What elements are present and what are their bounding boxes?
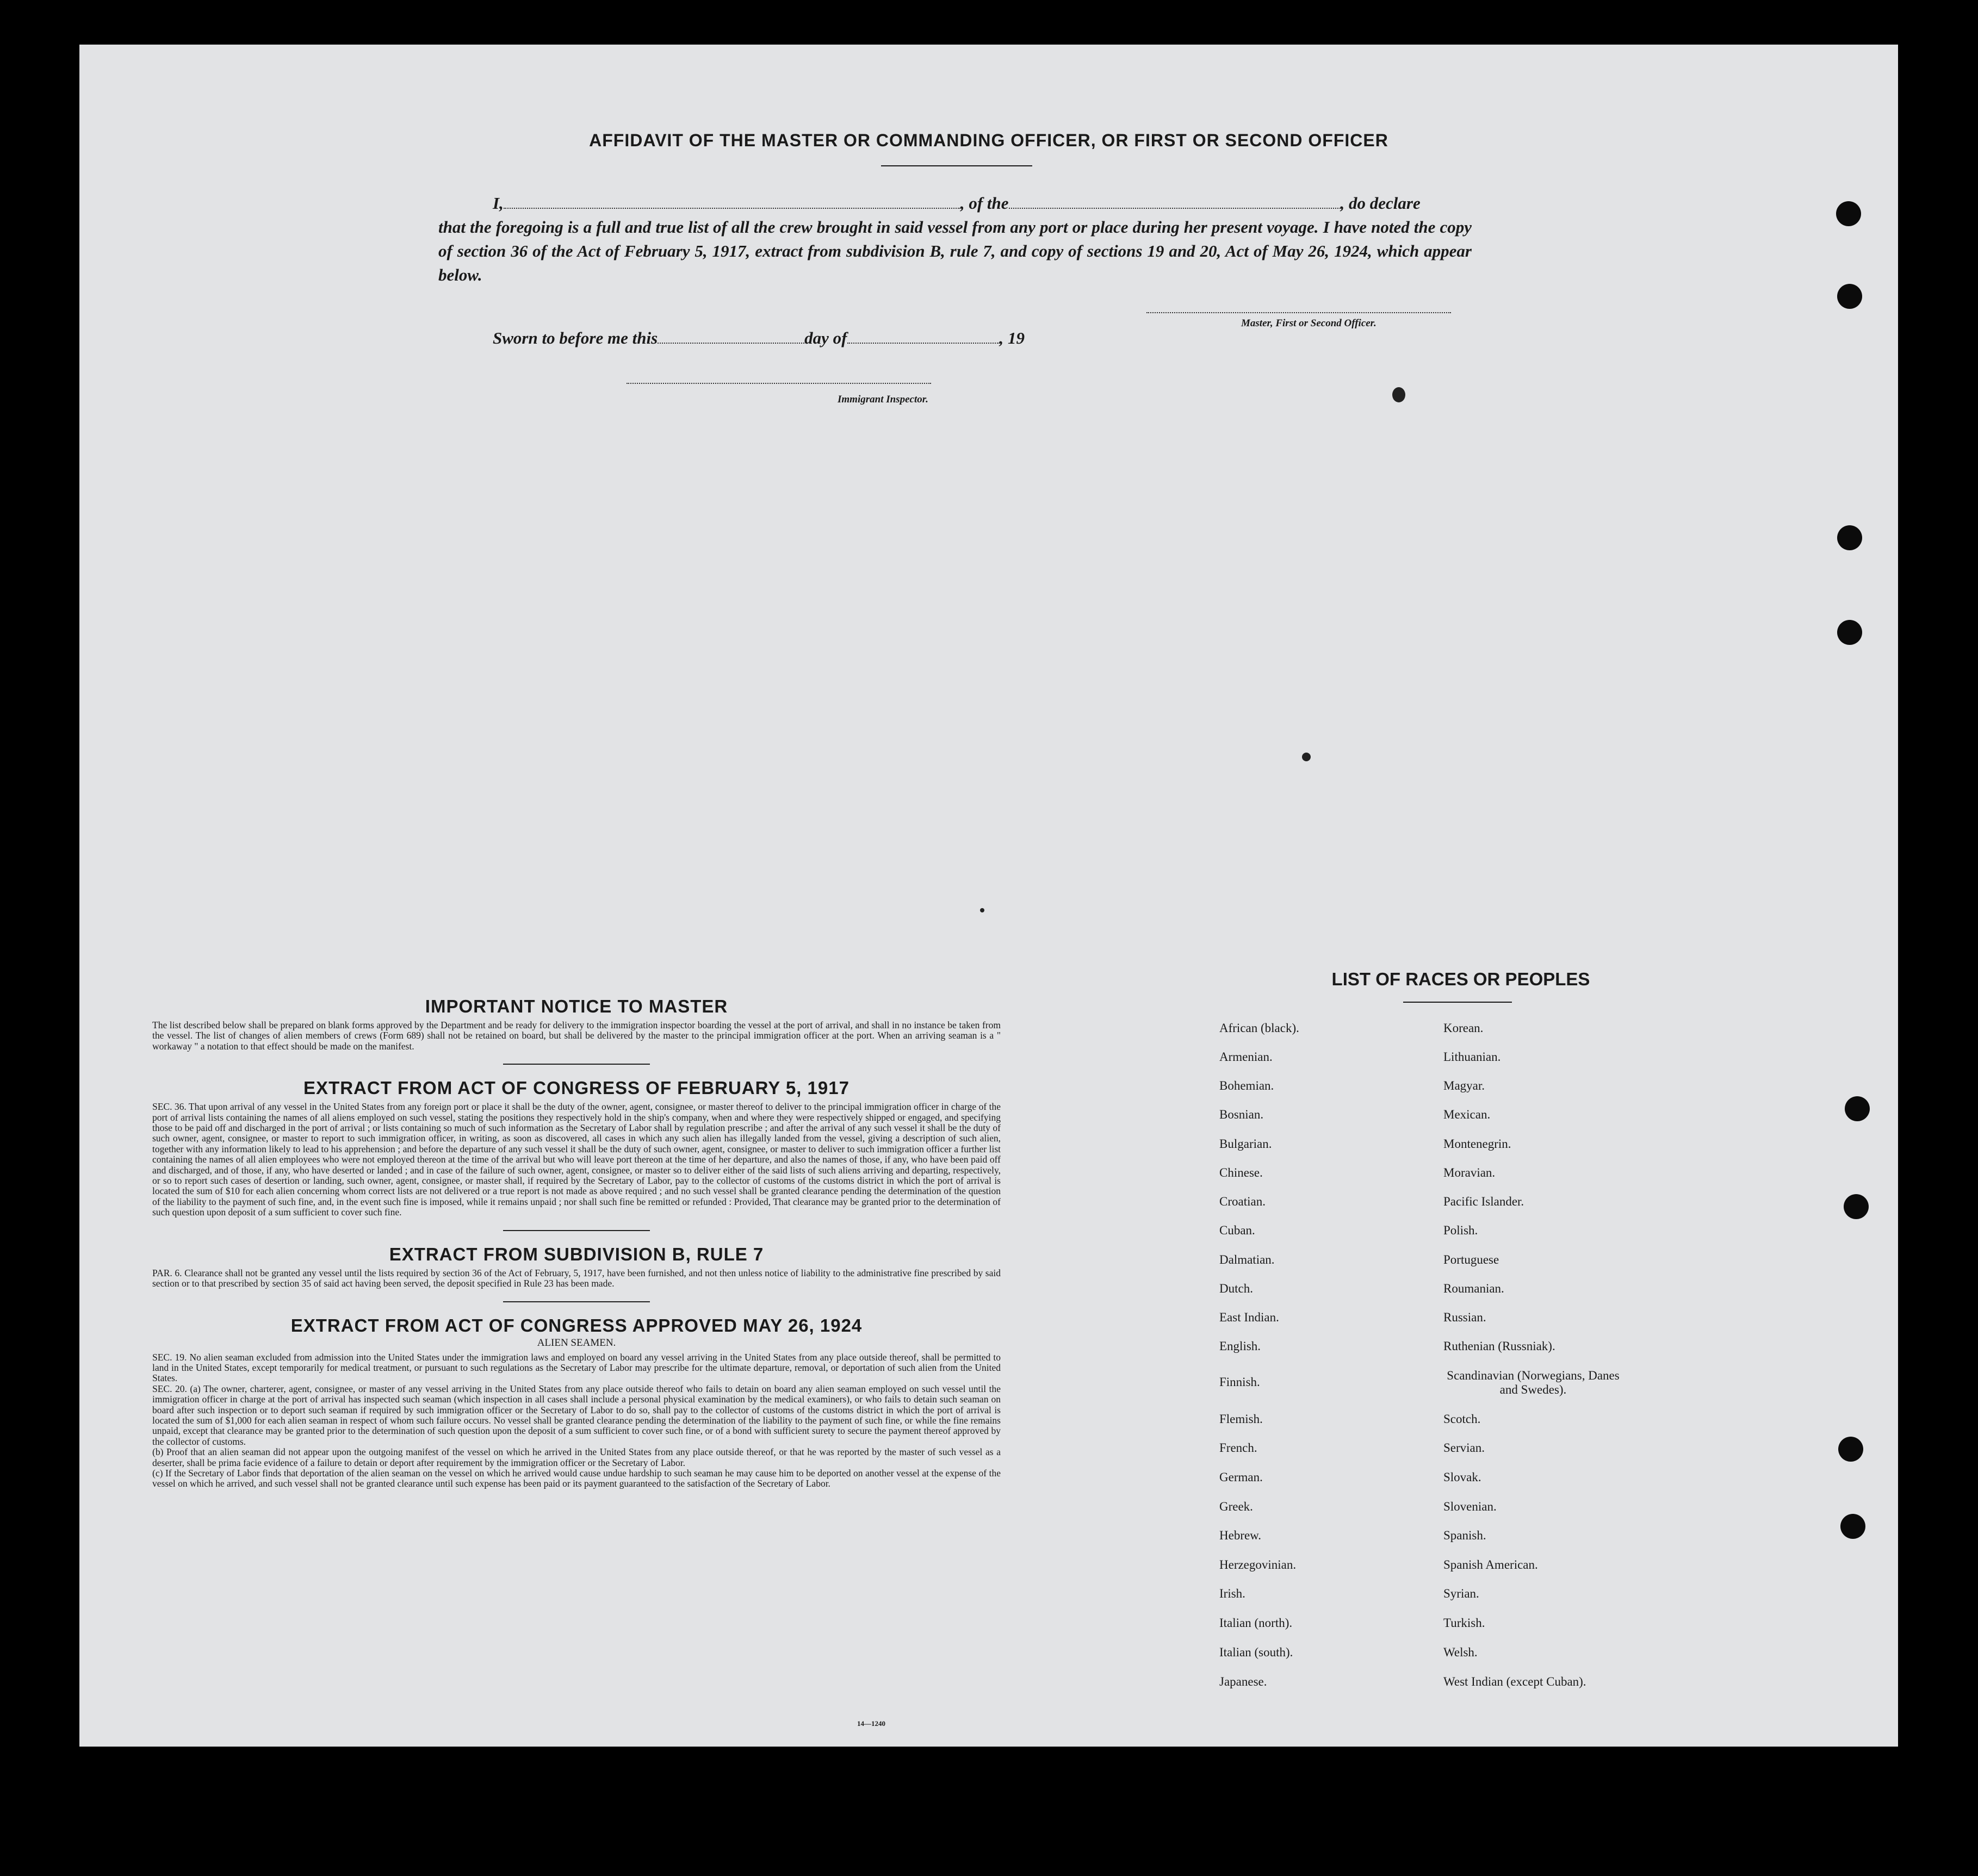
sec-20c-text: (c) If the Secretary of Labor finds that deportation of the alien seaman on the vessel on which he arrived would cause undue hardship to such seaman he may cause him to be deported on another vessel at the expense of the vessel on which he arrived, and such vessel shall not be granted clearance until such expense has been paid or its payment guaranteed to the satisfaction of the Secretary of Labor.	[152, 1467, 1001, 1489]
sworn-label: Sworn to before me this	[493, 328, 658, 347]
punch-hole	[1836, 201, 1861, 226]
race-entry: Bohemian.	[1219, 1079, 1274, 1092]
extract-1924-title: EXTRACT FROM ACT OF CONGRESS APPROVED MAY 26, 1924	[290, 1315, 863, 1335]
punch-hole	[1844, 1194, 1869, 1219]
punch-hole	[1837, 525, 1862, 550]
race-entry: Spanish American.	[1443, 1558, 1538, 1571]
sec-20a-text: SEC. 20. (a) The owner, charterer, agent, consignee, or master of any vessel arriving in the United States from any place outside thereof who fails to detain on board any alien seaman employed on such vessel until the immigration officer in charge at the port of arrival has inspected such seaman (which inspection in all cases shall include a personal physical examination by the medical examiners), or who fails to detain such seaman on board after such inspection or to deport such seaman if required by such immigration officer or the Secretary of Labor to do so, shall pay to the collector of customs of the customs district in which the port of arrival is located the sum of $1,000 for each alien seaman in respect of whom such failure occurs. No vessel shall be granted clearance pending the determination of the liability to the payment of such fine, or while the fine remains unpaid, except that clearance may be granted prior to the determination of such question upon the deposit of a sum sufficient to cover such fine, or of a bond with sufficient surety to secure the payment thereof approved by the collector of customs.	[152, 1383, 1001, 1447]
race-entry: Magyar.	[1443, 1079, 1485, 1092]
important-notice-text: The list described below shall be prepared on blank forms approved by the Department and be ready for delivery to the immigration inspector boarding the vessel at the port of arrival, and shall in no instance be taken from the vessel. The list of changes of alien members of crews (Form 689) shall not be retained on board, but shall be delivered by the master to the principal immigration officer at the port. When an arriving seaman is a " workaway " a notation to that effect should be made on the manifest.	[152, 1020, 1001, 1052]
do-declare-label: , do declare	[1340, 194, 1421, 213]
sec-19-text: SEC. 19. No alien seaman excluded from admission into the United States under the immigration laws and employed on board any vessel arriving in the United States from any place outside thereof, shall be permitted to land in the United States, except temporarily for medical treatment, or pursuant to such regulations as the Secretary of Labor may prescribe for the ultimate departure, removal, or deportation of such alien from the United States.	[152, 1351, 1001, 1384]
race-entry: Slovenian.	[1443, 1500, 1497, 1513]
race-entry: English.	[1219, 1339, 1261, 1353]
race-entry: Armenian.	[1219, 1050, 1273, 1064]
race-entry: Servian.	[1443, 1441, 1485, 1455]
race-entry: French.	[1219, 1441, 1257, 1455]
race-entry: Cuban.	[1219, 1223, 1255, 1237]
punch-hole	[1837, 284, 1862, 309]
race-entry: Hebrew.	[1219, 1529, 1262, 1542]
race-entry: Welsh.	[1443, 1645, 1478, 1659]
ink-blot	[1392, 387, 1405, 402]
punch-hole	[1845, 1096, 1870, 1121]
vessel-name-field[interactable]	[1009, 208, 1341, 209]
form-number: 14—1240	[857, 1719, 885, 1728]
extract-1917-title: EXTRACT FROM ACT OF CONGRESS OF FEBRUARY 5, 1917	[303, 1078, 850, 1098]
race-entry: West Indian (except Cuban).	[1443, 1675, 1586, 1688]
extract-1917-text: SEC. 36. That upon arrival of any vessel in the United States from any foreign port or place it shall be the duty of the owner, agent, consignee, or master thereof to deliver to the principal immigration officer in charge of the port of arrival lists containing the names of all aliens employed on such vessel, stating the positions they respectively hold in the ship's company, when and where they were respectively shipped or engaged, and specifying those to be paid off and discharged in the port of arrival ; or lists containing so much of such information as the Secretary of Labor shall by regulation prescribe ; and after the arrival of any such vessel it shall be the duty of such owner, agent, consignee, or master to report to such immigration officer, in writing, as soon as discovered, all cases in which any such alien has illegally landed from the vessel, giving a description of such alien, together with any information likely to lead to his apprehension ; and before the departure of any such vessel it shall be the duty of such owner, agent, consignee, or master to deliver to such immigration officer a further list containing the names of all alien employees who were not employed thereon at the time of the arrival but who will leave port thereon at the time of her departure, and also the names of those, if any, who have been paid off and discharged, and of those, if any, who have deserted or landed ; and in case of the failure of such owner, agent, consignee, or master so to deliver either of the said lists of such aliens arriving and departing, respectively, or so to report such cases of desertion or landing, such owner, agent, consignee, or master shall, if required by the Secretary of Labor, pay to the collector of customs of the customs district in which the port of arrival is located the sum of $10 for each alien concerning whom correct lists are not delivered or a true report is not made as above required ; and no such vessel shall be granted clearance pending the determination of the question of the liability to the payment of such fine, and, in the event such fine is imposed, while it remains unpaid ; nor shall such fine be remitted or refunded : Provided, That clearance may be granted prior to the determination of such question upon deposit of a sum sufficient to cover such fine.	[152, 1101, 1001, 1218]
race-entry: Turkish.	[1443, 1616, 1485, 1630]
ink-speck	[1302, 753, 1311, 761]
race-entry: Italian (north).	[1219, 1616, 1293, 1630]
race-entry: Syrian.	[1443, 1587, 1479, 1600]
extract-rule7-text: PAR. 6. Clearance shall not be granted any vessel until the lists required by section 36 of the Act of February, 5, 1917, have been furnished, and not then unless notice of liability to the administrative fine prescribed by said section or to that prescribed by section 35 of said act having been served, the deposit specified in Rule 23 has been made.	[152, 1267, 1001, 1289]
year-label: , 19	[999, 328, 1025, 347]
race-entry: Korean.	[1443, 1021, 1484, 1035]
section-divider	[503, 1301, 650, 1302]
race-entry: Bosnian.	[1219, 1108, 1264, 1121]
declaration-text: that the foregoing is a full and true list of all the crew brought in said vessel from any port or place during her present voyage. I have noted the copy of section 36 of the Act of February 5, 1917, extract from subdivision B, rule 7, and copy of sections 19 and 20, Act of May 26, 1924, which appear below.	[438, 218, 1472, 284]
sworn-month-field[interactable]	[847, 343, 1000, 344]
race-entry: Bulgarian.	[1219, 1137, 1272, 1151]
form-sheet	[79, 45, 1898, 1747]
sworn-day-field[interactable]	[658, 343, 804, 344]
section-divider	[503, 1064, 650, 1065]
day-of-label: day of	[804, 328, 847, 347]
race-entry: Lithuanian.	[1443, 1050, 1501, 1064]
race-entry: Ruthenian (Russniak).	[1443, 1339, 1555, 1353]
alien-seamen-subtitle: ALIEN SEAMEN.	[537, 1337, 616, 1349]
race-entry: Dutch.	[1219, 1282, 1253, 1295]
important-notice-title: IMPORTANT NOTICE TO MASTER	[425, 996, 728, 1016]
race-entry: Mexican.	[1443, 1108, 1491, 1121]
inspector-caption: Immigrant Inspector.	[838, 394, 928, 405]
race-entry: Irish.	[1219, 1587, 1245, 1600]
race-entry: Russian.	[1443, 1310, 1486, 1324]
title-underline	[881, 165, 1032, 166]
race-entry: Portuguese	[1443, 1253, 1499, 1266]
race-entry: Spanish.	[1443, 1529, 1486, 1542]
race-entry: German.	[1219, 1470, 1263, 1484]
race-entry: Chinese.	[1219, 1166, 1263, 1179]
affidavit-declaration	[438, 191, 1472, 287]
races-title-underline	[1403, 1002, 1512, 1003]
sworn-statement	[493, 328, 1025, 348]
race-entry: East Indian.	[1219, 1310, 1279, 1324]
race-entry: African (black).	[1219, 1021, 1299, 1035]
race-entry: Italian (south).	[1219, 1645, 1293, 1659]
ink-speck	[980, 908, 984, 912]
master-caption: Master, First or Second Officer.	[1241, 318, 1376, 329]
i-label: I,	[493, 194, 504, 213]
race-entry: Polish.	[1443, 1223, 1478, 1237]
master-signature-line[interactable]	[1146, 312, 1451, 313]
race-entry: Finnish.	[1219, 1375, 1260, 1389]
section-divider	[503, 1230, 650, 1231]
race-entry: Pacific Islander.	[1443, 1195, 1524, 1208]
race-entry: Greek.	[1219, 1500, 1253, 1513]
race-entry: Flemish.	[1219, 1412, 1263, 1426]
inspector-signature-line[interactable]	[627, 383, 931, 384]
race-entry: Scotch.	[1443, 1412, 1481, 1426]
race-entry: Dalmatian.	[1219, 1253, 1275, 1266]
punch-hole	[1838, 1437, 1863, 1462]
punch-hole	[1840, 1514, 1865, 1539]
sec-20b-text: (b) Proof that an alien seaman did not appear upon the outgoing manifest of the vessel on which he arrived in the United States from any place outside thereof, or that he was reported by the master of such vessel as a deserter, shall be prima facie evidence of a failure to detain or deport after requirement by the immigration officer or the Secretary of Labor.	[152, 1446, 1001, 1468]
race-entry: Montenegrin.	[1443, 1137, 1511, 1151]
race-entry: Scandinavian (Norwegians, Danes and Swedes).	[1447, 1369, 1620, 1396]
punch-hole	[1837, 620, 1862, 645]
extract-rule7-title: EXTRACT FROM SUBDIVISION B, RULE 7	[389, 1244, 764, 1264]
race-entry: Croatian.	[1219, 1195, 1266, 1208]
races-list-title: LIST OF RACES OR PEOPLES	[1331, 969, 1590, 989]
legal-notice-column	[152, 996, 1001, 1489]
race-entry: Moravian.	[1443, 1166, 1496, 1179]
race-entry: Herzegovinian.	[1219, 1558, 1297, 1571]
affidavit-title: AFFIDAVIT OF THE MASTER OR COMMANDING OFFICER, OR FIRST OR SECOND OFFICER	[589, 131, 1388, 150]
of-the-label: , of the	[960, 194, 1009, 213]
declarant-name-field[interactable]	[504, 208, 960, 209]
race-entry: Japanese.	[1219, 1675, 1267, 1688]
race-entry: Roumanian.	[1443, 1282, 1504, 1295]
race-entry: Slovak.	[1443, 1470, 1481, 1484]
